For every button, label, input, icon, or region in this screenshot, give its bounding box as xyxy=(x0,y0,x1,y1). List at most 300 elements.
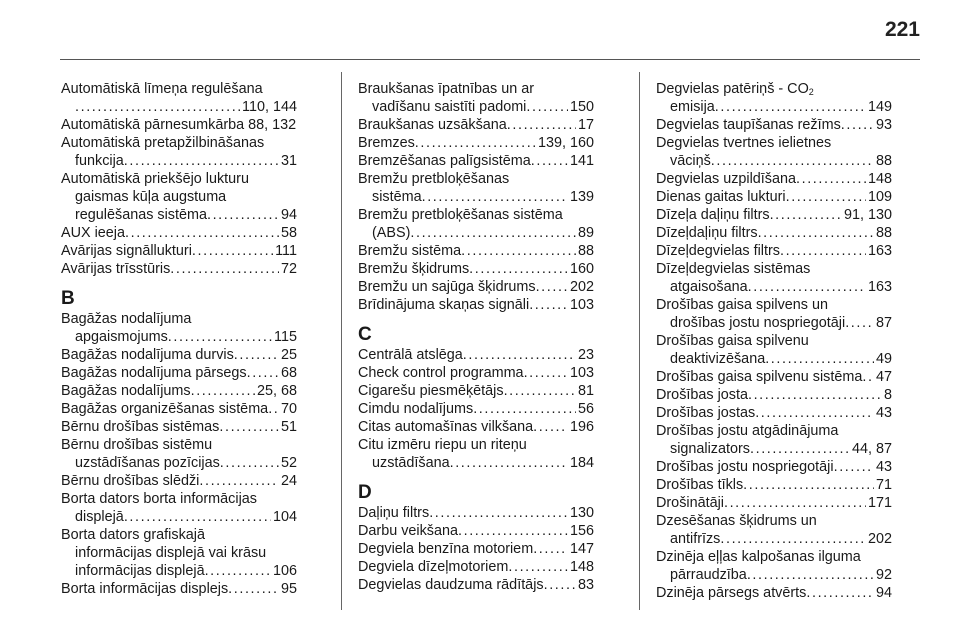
index-entry xyxy=(358,504,594,522)
index-entry xyxy=(358,260,594,278)
entry-text: vadīšanu saistīti padomi xyxy=(372,99,527,115)
page-reference: 160 xyxy=(569,261,594,277)
entry-text: Avārijas signāllukturi xyxy=(61,243,192,259)
entry-line xyxy=(656,584,892,602)
entry-text: Bremžu sistēma xyxy=(358,243,462,259)
leader-dots xyxy=(125,224,279,242)
index-entry xyxy=(61,346,297,364)
leader-dots xyxy=(711,152,874,170)
page-reference: 88 xyxy=(875,225,892,241)
entry-line xyxy=(656,548,892,566)
entry-line xyxy=(61,260,297,278)
entry-text: Cimdu nodalījums xyxy=(358,401,474,417)
entry-text: Dzesēšanas šķidrums un xyxy=(656,513,817,529)
entry-line xyxy=(656,242,892,260)
entry-line xyxy=(61,580,297,598)
page-reference: 141 xyxy=(569,153,594,169)
index-entry xyxy=(358,278,594,296)
index-entry xyxy=(358,400,594,418)
column-divider xyxy=(341,72,342,610)
leader-dots xyxy=(124,508,271,526)
entry-line xyxy=(358,134,594,152)
entry-line xyxy=(358,296,594,314)
entry-text: uzstādīšana xyxy=(372,455,450,471)
entry-text: regulēšanas sistēma xyxy=(75,207,207,223)
entry-text: Dīzeļa daļiņu filtrs xyxy=(656,207,770,223)
header-rule xyxy=(60,59,920,60)
entry-text: Bremžu un sajūga šķidrums xyxy=(358,279,536,295)
page-number: 221 xyxy=(884,18,920,41)
page-reference: 70 xyxy=(280,401,297,417)
index-entry xyxy=(358,436,594,472)
page-reference: 87 xyxy=(875,315,892,331)
page-reference: 196 xyxy=(569,419,594,435)
page-reference: 148 xyxy=(569,559,594,575)
page-reference: 83 xyxy=(577,577,594,593)
entry-line xyxy=(358,558,594,576)
leader-dots xyxy=(845,314,874,332)
leader-dots xyxy=(780,242,866,260)
entry-text: Dīzeļdegvielas sistēmas xyxy=(656,261,811,277)
entry-line xyxy=(656,422,892,440)
index-entry xyxy=(61,400,297,418)
index-entry xyxy=(61,80,297,116)
leader-dots xyxy=(415,134,536,152)
leader-dots xyxy=(75,98,240,116)
entry-text: Dīzeļdegvielas filtrs xyxy=(656,243,780,259)
page-reference: 106 xyxy=(272,563,297,579)
entry-line xyxy=(656,458,892,476)
leader-dots xyxy=(747,566,874,584)
leader-dots xyxy=(228,580,279,598)
page-reference: 150 xyxy=(569,99,594,115)
leader-dots xyxy=(796,170,866,188)
leader-dots xyxy=(533,540,568,558)
entry-text: Drošības gaisa spilvenu xyxy=(656,333,809,349)
leader-dots xyxy=(170,260,279,278)
entry-line xyxy=(61,116,297,134)
page-reference: 71 xyxy=(875,477,892,493)
index-entry xyxy=(61,526,297,580)
index-entry xyxy=(61,436,297,472)
index-entry xyxy=(61,134,297,170)
leader-dots xyxy=(770,206,842,224)
entry-line xyxy=(656,332,892,350)
entry-line xyxy=(656,116,892,134)
entry-text: (ABS) xyxy=(372,225,411,241)
page-reference: 25 xyxy=(280,347,297,363)
entry-text: Citas automašīnas vilkšana xyxy=(358,419,534,435)
entry-text: Bremzēšanas palīgsistēma xyxy=(358,153,531,169)
entry-text: Brīdinājuma skaņas signāli xyxy=(358,297,530,313)
page-reference: 89 xyxy=(577,225,594,241)
page-reference: 92 xyxy=(875,567,892,583)
entry-text: Bremžu šķidrums xyxy=(358,261,470,277)
page-reference: 171 xyxy=(867,495,892,511)
page-reference: 72 xyxy=(280,261,297,277)
entry-text: Citu izmēru riepu un riteņu xyxy=(358,437,527,453)
page-reference: 184 xyxy=(569,455,594,471)
index-column-3 xyxy=(656,80,892,602)
entry-line xyxy=(358,116,594,134)
index-entry xyxy=(656,404,892,422)
page-reference: 139, 160 xyxy=(537,135,594,151)
page-reference: 202 xyxy=(569,279,594,295)
page-reference: 81 xyxy=(577,383,594,399)
entry-line xyxy=(61,152,297,170)
entry-line xyxy=(61,508,297,526)
entry-line xyxy=(656,404,892,422)
index-entry xyxy=(61,116,297,134)
index-entry xyxy=(61,310,297,346)
leader-dots xyxy=(529,296,568,314)
leader-dots xyxy=(220,454,279,472)
entry-text: funkcija xyxy=(75,153,124,169)
entry-line xyxy=(656,386,892,404)
leader-dots xyxy=(191,382,255,400)
leader-dots xyxy=(199,472,279,490)
page-reference: 109 xyxy=(867,189,892,205)
leader-dots xyxy=(458,522,568,540)
leader-dots xyxy=(743,476,874,494)
entry-text: Drošības josta xyxy=(656,387,748,403)
entry-text: Cigarešu piesmēķētājs xyxy=(358,383,504,399)
entry-text: Borta dators grafiskajā xyxy=(61,527,205,543)
subscript: 2 xyxy=(808,87,814,97)
entry-text: informācijas displejā xyxy=(75,563,205,579)
entry-line xyxy=(61,364,297,382)
entry-line xyxy=(358,522,594,540)
page-reference: 147 xyxy=(569,541,594,557)
section-letter: D xyxy=(358,482,372,503)
entry-line xyxy=(61,400,297,418)
page-reference: 25, 68 xyxy=(256,383,297,399)
entry-line xyxy=(656,350,892,368)
leader-dots xyxy=(724,494,866,512)
entry-text: Degvielas daudzuma rādītājs xyxy=(358,577,544,593)
entry-text: Centrālā atslēga xyxy=(358,347,463,363)
page-reference: 68 xyxy=(280,365,297,381)
index-entry xyxy=(358,364,594,382)
leader-dots xyxy=(720,530,866,548)
section-letter: C xyxy=(358,324,372,345)
entry-line xyxy=(358,364,594,382)
page-reference: 43 xyxy=(875,405,892,421)
entry-line xyxy=(656,566,892,584)
page-reference: 111 xyxy=(275,243,297,259)
entry-text: pārraudzība xyxy=(670,567,747,583)
leader-dots xyxy=(715,98,866,116)
entry-line xyxy=(61,98,297,116)
leader-dots xyxy=(469,260,568,278)
index-entry xyxy=(656,512,892,548)
leader-dots xyxy=(219,418,279,436)
index-entry xyxy=(358,382,594,400)
leader-dots xyxy=(463,346,576,364)
entry-line xyxy=(358,242,594,260)
page-reference: 156 xyxy=(569,523,594,539)
entry-line xyxy=(656,170,892,188)
entry-text: Automātiskā pārnesumkārba 88, 132 xyxy=(61,117,297,133)
entry-line xyxy=(358,504,594,522)
index-entry xyxy=(358,296,594,314)
page-reference: 149 xyxy=(867,99,892,115)
entry-text: Avārijas trīsstūris xyxy=(61,261,171,277)
page-reference: 58 xyxy=(280,225,297,241)
entry-line xyxy=(656,152,892,170)
entry-text: Degviela dīzeļmotoriem xyxy=(358,559,509,575)
entry-text: sistēma xyxy=(372,189,422,205)
entry-line xyxy=(358,80,594,98)
index-column-1 xyxy=(61,80,297,598)
leader-dots xyxy=(841,116,874,134)
page-reference: 148 xyxy=(867,171,892,187)
page-reference: 103 xyxy=(569,365,594,381)
entry-text: Drošības jostu nospriegotāji xyxy=(656,459,834,475)
leader-dots xyxy=(786,188,866,206)
leader-dots xyxy=(533,418,568,436)
entry-text: Dīzeļdaļiņu filtrs xyxy=(656,225,758,241)
leader-dots xyxy=(536,278,568,296)
page-reference: 93 xyxy=(875,117,892,133)
entry-text: Borta dators borta informācijas xyxy=(61,491,257,507)
entry-line xyxy=(61,242,297,260)
index-entry xyxy=(358,346,594,364)
entry-text: informācijas displejā vai krāsu xyxy=(75,545,267,561)
entry-line xyxy=(358,436,594,454)
entry-line xyxy=(358,224,594,242)
page-reference: 110, 144 xyxy=(242,99,297,115)
entry-text: Automātiskā priekšējo lukturu xyxy=(61,171,249,187)
entry-line xyxy=(656,260,892,278)
page-reference: 56 xyxy=(577,401,594,417)
index-entry xyxy=(656,188,892,206)
index-entry xyxy=(61,382,297,400)
entry-line xyxy=(61,526,297,544)
entry-text: Darbu veikšana xyxy=(358,523,458,539)
entry-text: apgaismojums xyxy=(75,329,168,345)
page-reference: 104 xyxy=(272,509,297,525)
entry-text: deaktivizēšana xyxy=(670,351,766,367)
index-column-2 xyxy=(358,80,594,594)
leader-dots xyxy=(834,458,874,476)
entry-line xyxy=(358,98,594,116)
page-reference: 47 xyxy=(875,369,892,385)
page-reference: 23 xyxy=(577,347,594,363)
index-entry xyxy=(656,584,892,602)
page-reference: 94 xyxy=(875,585,892,601)
page-reference: 163 xyxy=(867,279,892,295)
index-entry xyxy=(358,540,594,558)
index-entry xyxy=(656,296,892,332)
leader-dots xyxy=(748,386,882,404)
entry-line xyxy=(358,382,594,400)
index-entry xyxy=(358,170,594,206)
entry-line xyxy=(656,224,892,242)
entry-line xyxy=(61,544,297,562)
page-reference: 91, 130 xyxy=(843,207,892,223)
entry-line xyxy=(358,454,594,472)
index-entry xyxy=(358,418,594,436)
entry-line xyxy=(61,472,297,490)
index-entry xyxy=(656,422,892,458)
leader-dots xyxy=(461,242,576,260)
entry-line xyxy=(358,418,594,436)
page-reference: 51 xyxy=(280,419,297,435)
leader-dots xyxy=(862,368,874,386)
entry-line xyxy=(358,540,594,558)
entry-line xyxy=(656,98,892,116)
entry-text: Drošības tīkls xyxy=(656,477,744,493)
leader-dots xyxy=(508,558,568,576)
page-reference: 88 xyxy=(875,153,892,169)
entry-line xyxy=(61,490,297,508)
entry-text: Degvielas tvertnes ielietnes xyxy=(656,135,832,151)
leader-dots xyxy=(205,562,271,580)
index-entry xyxy=(358,522,594,540)
index-entry xyxy=(656,386,892,404)
entry-line xyxy=(61,134,297,152)
index-entry xyxy=(656,80,892,116)
index-entry xyxy=(656,242,892,260)
entry-text: Drošības jostas xyxy=(656,405,756,421)
entry-text: Degviela benzīna motoriem xyxy=(358,541,534,557)
entry-text: antifrīzs xyxy=(670,531,721,547)
index-entry xyxy=(61,260,297,278)
leader-dots xyxy=(124,152,279,170)
leader-dots xyxy=(507,116,576,134)
page-reference: 94 xyxy=(280,207,297,223)
entry-text: Degvielas patēriņš - CO xyxy=(656,81,809,97)
entry-line xyxy=(656,530,892,548)
entry-text: Bagāžas nodalījuma xyxy=(61,311,192,327)
entry-line xyxy=(656,476,892,494)
index-entry xyxy=(61,472,297,490)
entry-text: Dzinēja pārsegs atvērts xyxy=(656,585,807,601)
entry-text: Braukšanas īpatnības un ar xyxy=(358,81,534,97)
entry-line xyxy=(61,436,297,454)
entry-text: Check control programma xyxy=(358,365,524,381)
index-entry xyxy=(358,576,594,594)
page-reference: 163 xyxy=(867,243,892,259)
page-reference: 43 xyxy=(875,459,892,475)
index-entry xyxy=(358,116,594,134)
entry-line xyxy=(358,576,594,594)
leader-dots xyxy=(450,454,568,472)
index-entry xyxy=(61,224,297,242)
leader-dots xyxy=(748,278,866,296)
entry-text: Drošības jostu atgādinājuma xyxy=(656,423,839,439)
index-entry xyxy=(61,242,297,260)
index-entry xyxy=(656,494,892,512)
entry-line xyxy=(656,314,892,332)
page-reference: 103 xyxy=(569,297,594,313)
index-entry xyxy=(61,170,297,224)
entry-text: Drošinātāji xyxy=(656,495,724,511)
index-entry xyxy=(358,80,594,116)
entry-text: Borta informācijas displejs xyxy=(61,581,229,597)
entry-line xyxy=(61,562,297,580)
entry-text: Dzinēja eļļas kalpošanas ilguma xyxy=(656,549,861,565)
entry-line xyxy=(358,170,594,188)
leader-dots xyxy=(429,504,568,522)
index-entry xyxy=(358,206,594,242)
entry-line xyxy=(656,134,892,152)
page-reference: 17 xyxy=(577,117,594,133)
page-reference: 49 xyxy=(875,351,892,367)
entry-line xyxy=(358,400,594,418)
page-reference: 88 xyxy=(577,243,594,259)
entry-line xyxy=(61,80,297,98)
entry-text: gaismas kūļa augstuma xyxy=(75,189,227,205)
page-reference: 202 xyxy=(867,531,892,547)
leader-dots xyxy=(268,400,279,418)
leader-dots xyxy=(526,98,568,116)
index-entry xyxy=(358,242,594,260)
entry-text: signalizators xyxy=(670,441,750,457)
index-entry xyxy=(358,152,594,170)
leader-dots xyxy=(758,224,874,242)
entry-text: Automātiskā līmeņa regulēšana xyxy=(61,81,263,97)
entry-line xyxy=(358,206,594,224)
page-reference: 31 xyxy=(280,153,297,169)
index-entry xyxy=(656,368,892,386)
entry-text: Bagāžas organizēšanas sistēma xyxy=(61,401,269,417)
entry-line xyxy=(656,188,892,206)
entry-text: displejā xyxy=(75,509,124,525)
entry-text: Bremzes xyxy=(358,135,415,151)
index-entry xyxy=(61,364,297,382)
section-letter: B xyxy=(61,288,75,309)
leader-dots xyxy=(544,576,576,594)
entry-text: Bagāžas nodalījums xyxy=(61,383,191,399)
entry-line xyxy=(61,382,297,400)
entry-text: Bagāžas nodalījuma pārsegs xyxy=(61,365,247,381)
index-entry xyxy=(656,458,892,476)
entry-line xyxy=(358,188,594,206)
page-reference: 52 xyxy=(280,455,297,471)
index-entry xyxy=(61,580,297,598)
entry-line xyxy=(61,206,297,224)
entry-line xyxy=(358,260,594,278)
entry-text: atgaisošana xyxy=(670,279,748,295)
leader-dots xyxy=(524,364,568,382)
entry-text: Drošības gaisa spilvens un xyxy=(656,297,828,313)
page-reference: 24 xyxy=(280,473,297,489)
entry-line xyxy=(61,310,297,328)
entry-text: AUX ieeja xyxy=(61,225,125,241)
entry-text: Automātiskā pretapžilbināšanas xyxy=(61,135,265,151)
entry-line xyxy=(61,224,297,242)
entry-line xyxy=(656,440,892,458)
index-entry xyxy=(656,332,892,368)
index-entry xyxy=(656,116,892,134)
leader-dots xyxy=(531,152,568,170)
entry-text: uzstādīšanas pozīcijas xyxy=(75,455,220,471)
index-entry xyxy=(358,558,594,576)
entry-line xyxy=(61,346,297,364)
leader-dots xyxy=(504,382,576,400)
leader-dots xyxy=(247,364,279,382)
entry-line xyxy=(61,418,297,436)
entry-line xyxy=(61,188,297,206)
index-entry xyxy=(61,418,297,436)
leader-dots xyxy=(755,404,874,422)
entry-line xyxy=(61,170,297,188)
index-entry xyxy=(656,224,892,242)
entry-line xyxy=(656,368,892,386)
page-reference: 44, 87 xyxy=(851,441,892,457)
